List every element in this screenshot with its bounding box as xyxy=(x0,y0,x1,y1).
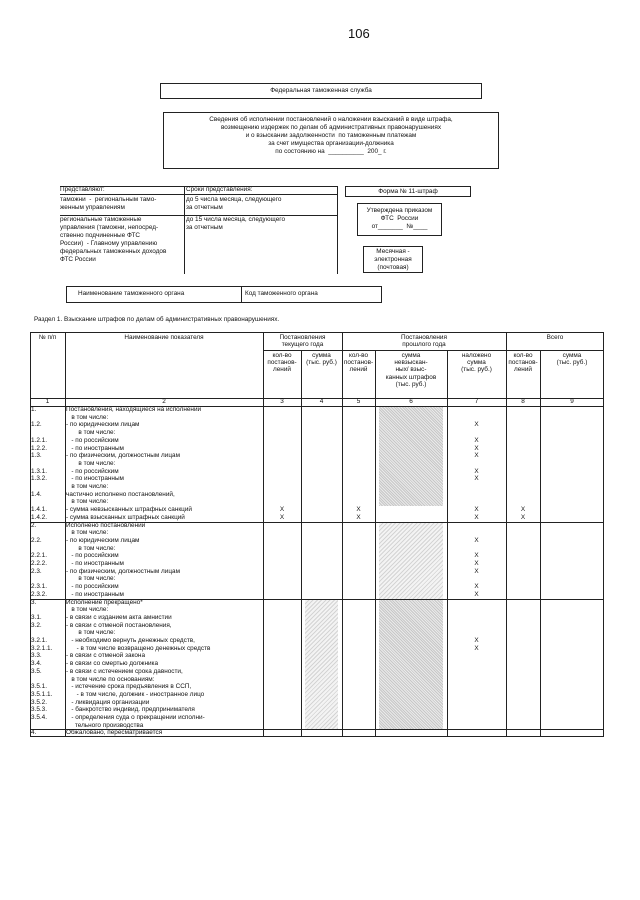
col-header-num: № п/п xyxy=(38,334,57,341)
row-label: в том числе по основаниям: xyxy=(66,675,155,683)
cell-mark: X xyxy=(356,506,361,514)
row-label: - в связи с изданием акта амнистии xyxy=(66,613,172,621)
cell-mark: X xyxy=(474,560,479,567)
row-label: Исполнение прекращено* xyxy=(66,598,143,606)
cell-mark: X xyxy=(474,637,479,644)
cell-mark: X xyxy=(474,552,479,560)
cell-mark: X xyxy=(474,421,479,429)
group-header-total: Всего xyxy=(546,334,564,341)
deadline-customs: до 5 числа месяца, следующего за отчетным xyxy=(186,196,282,211)
row-label: - по физическим, должностным лицам xyxy=(66,567,180,575)
col-header-7: (тыс. руб.) xyxy=(461,366,492,374)
col-header-8: кол-во xyxy=(513,352,533,359)
row-number: 3.5.2. xyxy=(31,698,47,706)
col-header-7: сумма xyxy=(467,359,486,367)
col-number: 4 xyxy=(319,398,324,405)
col-number: 8 xyxy=(521,398,525,405)
row-number: 3.5.3. xyxy=(31,706,47,714)
row-label: - необходимо вернуть денежных средств, xyxy=(66,637,195,644)
cell-mark: X xyxy=(474,475,479,483)
cell-mark: X xyxy=(474,452,479,460)
cell-mark: X xyxy=(520,506,526,514)
row-number: 1. xyxy=(31,406,37,413)
customs-name-label: Наименование таможенного органа xyxy=(78,290,185,297)
group-header-previous-year: Постановления xyxy=(401,334,447,341)
row-number: 3.4. xyxy=(31,660,42,668)
fines-table xyxy=(30,332,604,830)
col-header-3: постанов- xyxy=(267,359,297,367)
row-label: - в том числе возвращено денежных средств xyxy=(66,644,211,652)
col-header-7: наложено xyxy=(461,352,492,359)
col-header-6: ных/ взыс- xyxy=(395,366,427,374)
col-header-name: Наименование показателя xyxy=(124,334,204,341)
customs-code-label: Код таможенного органа xyxy=(245,290,318,297)
cell-mark: X xyxy=(474,536,479,544)
row-label: - по российским xyxy=(66,552,119,560)
report-date-line: по состоянию на __________ 200_ г. xyxy=(275,148,387,155)
row-label: Обжаловано, пересматривается xyxy=(66,729,163,737)
cell-mark: X xyxy=(474,590,479,598)
presenter-regional: региональные таможенные управления (таможни, непосред- ственно подчиненные ФТС России) - Главному управлению федеральных таможенных доходов ФТС России xyxy=(60,216,167,263)
col-header-5: кол-во xyxy=(348,352,369,359)
row-number: 3.5.1.1. xyxy=(31,690,53,698)
deadline-regional: до 15 числа месяца, следующего за отчетным xyxy=(186,216,286,231)
row-number: 1.4.1. xyxy=(31,506,47,514)
section-title: Раздел 1. Взыскание штрафов по делам об административных правонарушениях. xyxy=(34,316,280,323)
col-header-4: (тыс. руб.) xyxy=(306,359,337,367)
row-number: 1.3. xyxy=(31,452,42,460)
agency-name: Федеральная таможенная служба xyxy=(270,87,372,94)
cell-mark: X xyxy=(474,644,479,652)
cell-mark: X xyxy=(474,583,479,591)
col-header-6: невзыскан- xyxy=(394,359,428,367)
group-header-current-year: Постановления xyxy=(279,334,326,341)
row-label: - сумма невзысканных штрафных санкций xyxy=(66,506,192,514)
row-label: - по иностранным xyxy=(66,444,124,452)
col-header-8: лений xyxy=(514,366,532,374)
row-label: в том числе: xyxy=(66,544,116,552)
row-label: в том числе: xyxy=(66,459,116,467)
row-label: в том числе: xyxy=(66,413,109,421)
cell-mark: X xyxy=(279,506,285,514)
row-label: - по иностранным xyxy=(66,560,124,567)
row-number: 3.5.1. xyxy=(31,683,47,691)
col-number: 1 xyxy=(45,398,50,405)
row-number: 3.3. xyxy=(31,652,42,660)
cell-mark: X xyxy=(520,513,526,521)
row-label: - по физическим, должностным лицам xyxy=(66,452,180,460)
row-number: 4. xyxy=(31,729,37,737)
row-label: - сумма взысканных штрафных санкций xyxy=(66,513,185,521)
row-number: 3.5. xyxy=(31,667,42,675)
row-label: - в связи с отменой постановления, xyxy=(66,621,172,629)
row-number: 1.2. xyxy=(31,421,42,429)
title-line-2: возмещению издержек по делам об административных правонарушениях xyxy=(220,124,442,131)
row-label: - в связи с отменой закона xyxy=(66,652,146,660)
cell-mark: X xyxy=(474,444,479,452)
row-number: 3.2.1. xyxy=(31,637,47,644)
deadlines-header: Сроки представления: xyxy=(186,186,253,193)
row-number: 2. xyxy=(31,521,37,529)
col-header-6: канных штрафов xyxy=(385,373,437,381)
col-header-5: лений xyxy=(349,366,368,374)
agency-box xyxy=(160,83,482,99)
row-label: - по российским xyxy=(66,583,119,591)
col-header-3: лений xyxy=(273,366,291,374)
row-label: - по юридическим лицам xyxy=(66,421,140,429)
col-header-9: сумма xyxy=(562,352,582,359)
form-number: Форма № 11-штраф xyxy=(378,188,438,195)
row-label: - по российским xyxy=(66,436,119,444)
row-label: - банкротство индивид. предпринимателя xyxy=(66,706,195,714)
row-number: 2.2.2. xyxy=(31,560,47,567)
row-label: Исполнено постановлений xyxy=(66,521,146,529)
cell-mark: X xyxy=(474,513,479,521)
row-number: 1.2.2. xyxy=(31,444,47,452)
presenter-customs: таможни - региональным тамо- женным управлениям xyxy=(60,196,157,211)
col-header-9: (тыс. руб.) xyxy=(556,359,588,367)
cell-mark: X xyxy=(279,513,285,521)
row-label: - ликвидация организации xyxy=(66,698,150,706)
row-number: 3.2.1.1. xyxy=(31,644,53,652)
row-label: - истечение срока предъявления в ССП, xyxy=(66,683,192,691)
row-label: - в связи со смертью должника xyxy=(66,660,159,668)
row-label: в том числе: xyxy=(66,498,109,506)
row-number: 2.3.1. xyxy=(31,583,47,591)
row-label: - в том числе, должник - иностранное лицо xyxy=(66,690,205,698)
row-label: - по иностранным xyxy=(66,590,124,598)
col-header-8: постанов- xyxy=(508,359,538,367)
row-number: 1.3.1. xyxy=(31,467,47,475)
row-label: в том числе: xyxy=(66,606,109,614)
row-number: 1.4.2. xyxy=(31,513,47,521)
row-label: в том числе: xyxy=(66,629,116,637)
group-header-previous-year: прошлого года xyxy=(402,341,446,349)
row-label: частично исполнено постановлений, xyxy=(66,490,175,498)
col-header-5: постанов- xyxy=(343,359,374,367)
row-label: - в связи с истечением срока давности, xyxy=(66,667,183,675)
page-number: 106 xyxy=(348,26,370,41)
form-number-box xyxy=(345,186,471,197)
row-number: 2.2. xyxy=(31,536,42,544)
report-title-box xyxy=(163,112,499,169)
col-header-6: сумма xyxy=(401,352,421,359)
title-line-1: Сведения об исполнении постановлений о наложении взысканий в виде штрафа, xyxy=(209,116,453,123)
row-label: - по иностранным xyxy=(66,475,124,483)
row-label: - по российским xyxy=(66,467,119,475)
title-line-3: и о взыскании задолженности по таможенным платежам xyxy=(245,132,417,139)
title-line-4: за счет имущества организации-должника xyxy=(268,140,394,147)
row-number: 1.3.2. xyxy=(31,475,47,483)
row-label: - по юридическим лицам xyxy=(66,536,140,544)
period-box: Месячная - электронная (почтовая) xyxy=(363,246,423,273)
row-number: 2.3.2. xyxy=(31,590,47,598)
row-number: 3.5.4. xyxy=(31,714,47,721)
row-label: тельного производства xyxy=(66,721,144,729)
row-number: 3. xyxy=(31,598,37,606)
approval-box: Утверждена приказом ФТС России от_______ №____ xyxy=(357,203,442,236)
row-number: 1.4. xyxy=(31,490,42,498)
row-label: в том числе: xyxy=(66,429,116,437)
cell-mark: X xyxy=(474,436,479,444)
col-number: 3 xyxy=(280,398,284,405)
cell-mark: X xyxy=(356,513,361,521)
cell-mark: X xyxy=(474,467,479,475)
row-label: в том числе: xyxy=(66,575,116,583)
row-number: 3.2. xyxy=(31,621,42,629)
group-header-current-year: текущего года xyxy=(281,341,324,349)
col-number: 6 xyxy=(409,398,413,405)
col-number: 5 xyxy=(356,398,361,405)
cell-mark: X xyxy=(474,567,479,575)
row-label: в том числе: xyxy=(66,529,109,537)
approval-date: от_______ №____ xyxy=(371,223,428,230)
col-number: 9 xyxy=(570,398,574,405)
row-number: 1.2.1. xyxy=(31,436,47,444)
presenters-header: Представляют: xyxy=(60,186,105,193)
row-label: в том числе: xyxy=(66,483,109,490)
col-header-3: кол-во xyxy=(272,352,292,359)
row-label: Постановления, находящиеся на исполнении xyxy=(66,406,202,413)
row-number: 2.2.1. xyxy=(31,552,47,560)
cell-mark: X xyxy=(474,506,479,514)
row-number: 3.1. xyxy=(31,613,42,621)
col-number: 2 xyxy=(162,398,166,405)
col-header-6: (тыс. руб.) xyxy=(395,380,427,388)
col-header-4: сумма xyxy=(312,352,331,359)
row-number: 2.3. xyxy=(31,567,42,575)
col-number: 7 xyxy=(474,398,479,405)
row-label: - определения суда о прекращении исполни- xyxy=(66,714,205,721)
